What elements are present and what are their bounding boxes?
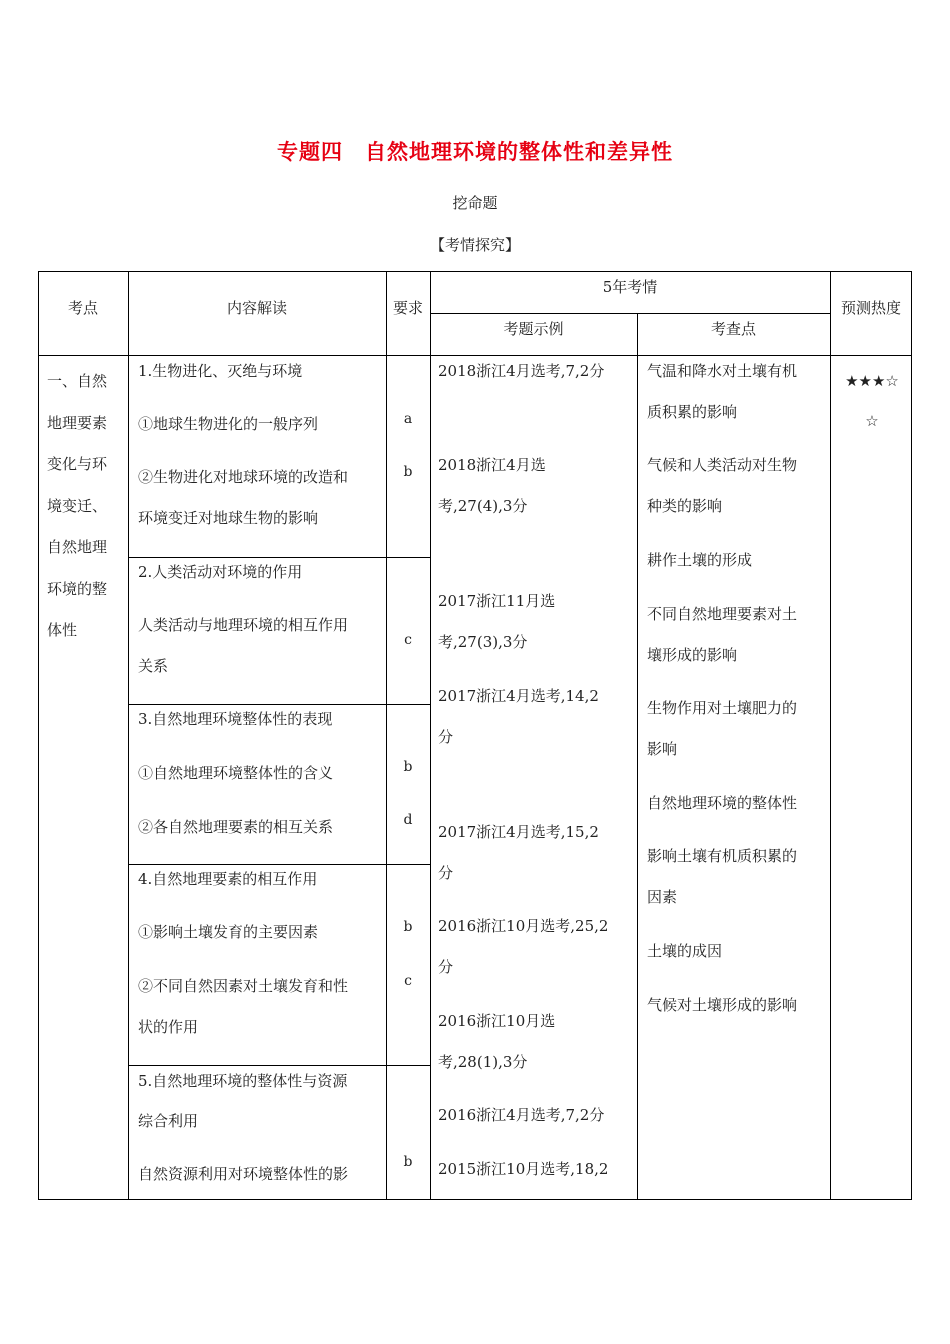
content-line: 综合利用 <box>138 1112 199 1130</box>
content-line: ①影响土壤发育的主要因素 <box>138 923 319 941</box>
kaodian-line: 境变迁、 <box>47 496 108 515</box>
content-line: 环境变迁对地球生物的影响 <box>138 509 319 527</box>
requirement-value: b <box>403 464 413 480</box>
checkpoint-line: 气温和降水对土壤有机 <box>647 362 798 380</box>
content-line: ②各自然地理要素的相互关系 <box>138 818 334 836</box>
header-requirement: 要求 <box>392 299 423 317</box>
exam-example-line: 考,28(1),3分 <box>438 1053 528 1071</box>
requirement-value: c <box>404 973 412 989</box>
grid-line <box>38 355 912 356</box>
grid-line <box>430 313 830 314</box>
kaodian-line: 地理要素 <box>47 413 108 432</box>
content-line: 关系 <box>138 657 169 675</box>
content-line: 5.自然地理环境的整体性与资源 <box>138 1072 348 1090</box>
grid-line <box>637 313 638 1200</box>
exam-example-line: 2016浙江4月选考,7,2分 <box>438 1106 605 1124</box>
kaodian-cell <box>47 361 107 652</box>
exam-example-line: 分 <box>438 958 454 976</box>
header-five-year: 5年考情 <box>602 278 658 296</box>
exam-example-line: 2017浙江4月选考,15,2 <box>438 823 599 841</box>
star-rating-line: ☆ <box>865 412 879 430</box>
exam-example-line: 分 <box>438 864 454 882</box>
grid-line <box>128 557 430 558</box>
header-kaodian: 考点 <box>67 299 98 317</box>
header-heat: 预测热度 <box>840 299 901 317</box>
grid-line <box>386 271 387 1200</box>
content-line: ①地球生物进化的一般序列 <box>138 415 319 433</box>
exam-example-line: 考,27(3),3分 <box>438 633 528 651</box>
requirement-value: b <box>403 759 413 775</box>
page-title: 专题四 自然地理环境的整体性和差异性 <box>277 140 673 164</box>
exam-example-line: 2016浙江10月选 <box>438 1012 556 1030</box>
checkpoint-line: 影响土壤有机质积累的 <box>647 847 798 865</box>
kaodian-line: 自然地理 <box>47 538 108 556</box>
kaodian-line: 一、自然 <box>47 372 108 390</box>
checkpoint-line: 气候和人类活动对生物 <box>647 456 798 474</box>
exam-example-line: 2018浙江4月选考,7,2分 <box>438 362 605 380</box>
checkpoint-line: 质积累的影响 <box>647 403 738 421</box>
grid-line <box>830 271 831 1200</box>
checkpoint-line: 土壤的成因 <box>647 942 723 960</box>
exam-example-line: 2018浙江4月选 <box>438 456 546 474</box>
requirement-value: d <box>403 812 413 828</box>
grid-line <box>128 1065 430 1066</box>
grid-line <box>128 271 129 1200</box>
content-line: 状的作用 <box>138 1018 199 1036</box>
checkpoint-line: 影响 <box>647 740 678 758</box>
kaodian-line: 环境的整 <box>47 579 108 598</box>
checkpoint-line: 气候对土壤形成的影响 <box>647 996 798 1014</box>
content-line: 人类活动与地理环境的相互作用 <box>138 616 349 634</box>
checkpoint-line: 生物作用对土壤肥力的 <box>647 699 798 717</box>
checkpoint-line: 因素 <box>647 888 678 906</box>
content-line: 3.自然地理环境整体性的表现 <box>138 710 333 728</box>
star-rating-line: ★★★☆ <box>845 372 899 390</box>
exam-example-line: 2015浙江10月选考,18,2 <box>438 1160 609 1178</box>
header-examples: 考题示例 <box>503 320 564 338</box>
exam-example-line: 2017浙江4月选考,14,2 <box>438 687 599 705</box>
exam-example-line: 考,27(4),3分 <box>438 497 528 515</box>
requirement-value: c <box>404 632 412 648</box>
grid-line <box>430 271 431 1200</box>
section-heading: 【考情探究】 <box>429 236 520 254</box>
grid-line <box>128 704 430 705</box>
header-checkpoints: 考查点 <box>710 320 756 338</box>
header-content: 内容解读 <box>226 299 287 317</box>
checkpoint-line: 自然地理环境的整体性 <box>647 794 798 812</box>
requirement-value: b <box>403 919 413 935</box>
checkpoint-line: 种类的影响 <box>647 497 723 515</box>
checkpoint-line: 壤形成的影响 <box>647 646 738 664</box>
content-line: 1.生物进化、灭绝与环境 <box>138 362 303 380</box>
content-line: ②生物进化对地球环境的改造和 <box>138 468 349 486</box>
requirement-value: a <box>403 411 413 427</box>
content-line: 4.自然地理要素的相互作用 <box>138 870 318 888</box>
checkpoint-line: 不同自然地理要素对土 <box>647 605 798 623</box>
checkpoint-line: 耕作土壤的形成 <box>647 551 753 569</box>
exam-example-line: 分 <box>438 728 454 746</box>
exam-example-line: 2016浙江10月选考,25,2 <box>438 917 609 935</box>
heat-rating <box>834 361 910 441</box>
kaodian-line: 变化与环 <box>47 455 108 473</box>
requirement-value: b <box>403 1154 413 1170</box>
content-line: 2.人类活动对环境的作用 <box>138 563 303 581</box>
subtitle: 挖命题 <box>452 194 498 212</box>
grid-line <box>128 864 430 865</box>
exam-example-line: 2017浙江11月选 <box>438 592 556 610</box>
content-line: 自然资源利用对环境整体性的影 <box>138 1165 349 1183</box>
kaodian-line: 体性 <box>47 621 78 639</box>
content-line: ②不同自然因素对土壤发育和性 <box>138 977 349 995</box>
content-line: ①自然地理环境整体性的含义 <box>138 764 334 782</box>
